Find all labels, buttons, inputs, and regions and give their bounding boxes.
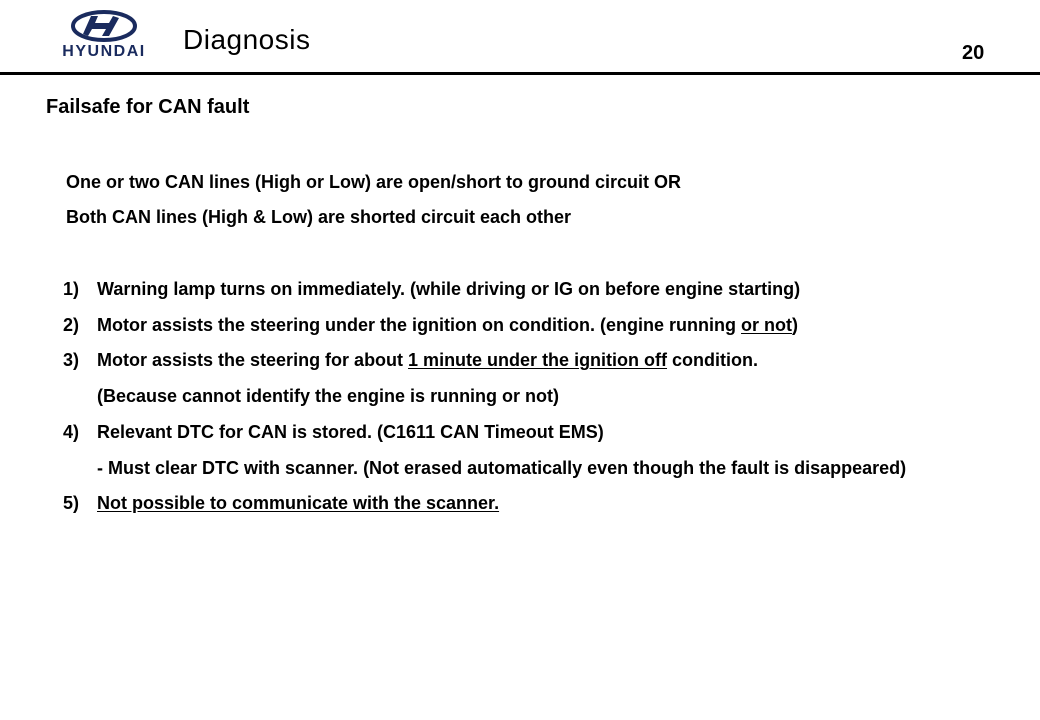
hyundai-logo <box>56 10 152 66</box>
item-2-underlined-text: or not <box>741 315 793 335</box>
page-number: 20 <box>962 42 985 64</box>
item-5-underlined-text: Not possible to communicate with the scanner. <box>97 493 500 513</box>
item-number-1: 1) <box>63 279 80 299</box>
condition-line-2: Both CAN lines (High & Low) are shorted circuit each other <box>66 207 572 227</box>
item-text-1: Warning lamp turns on immediately. (while driving or IG on before engine starting) <box>97 279 801 299</box>
item-number-2: 2) <box>63 315 80 335</box>
section-title: Failsafe for CAN fault <box>46 96 250 118</box>
item-4-continuation: - Must clear DTC with scanner. (Not erased automatically even though the fault is disappeared) <box>97 458 907 478</box>
item-3-continuation: (Because cannot identify the engine is running or not) <box>97 386 560 406</box>
slide-header <box>0 0 1040 76</box>
item-text-2 <box>97 315 798 336</box>
item-text-5 <box>97 493 499 514</box>
item-2-text-before: Motor assists the steering under the ignition on condition. (engine running <box>97 315 742 335</box>
item-3-underlined-text: 1 minute under the ignition off <box>408 350 668 370</box>
item-2-text-after: ) <box>792 315 799 335</box>
item-text-4: Relevant DTC for CAN is stored. (C1611 CAN Timeout EMS) <box>97 422 604 442</box>
condition-line-1: One or two CAN lines (High or Low) are open/short to ground circuit OR <box>66 172 682 192</box>
item-number-5: 5) <box>63 493 80 513</box>
item-number-3: 3) <box>63 350 80 370</box>
item-text-3 <box>97 350 758 371</box>
hyundai-emblem-icon <box>71 10 137 42</box>
item-3-text-after: condition. <box>667 350 759 370</box>
item-3-text-before: Motor assists the steering for about <box>97 350 409 370</box>
logo-wordmark: HYUNDAI <box>62 43 146 60</box>
page-title: Diagnosis <box>183 24 311 55</box>
item-number-4: 4) <box>63 422 80 442</box>
header-divider <box>0 72 1040 75</box>
